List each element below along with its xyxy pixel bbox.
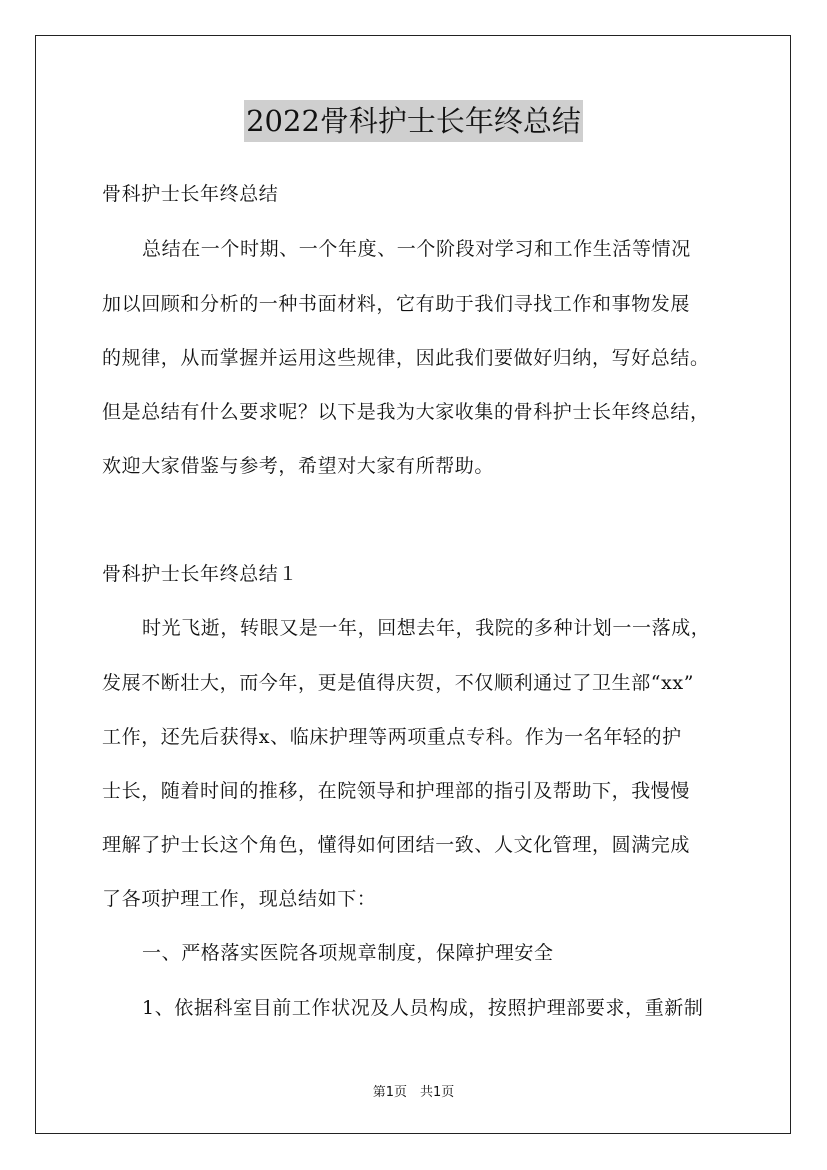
heading-1: 一、严格落实医院各项规章制度，保障护理安全 [142,942,554,964]
page-footer: 第1页 共1页 [372,1085,455,1100]
body-line-2: 发展不断壮大，而今年，更是值得庆贺，不仅顺利通过了卫生部“xx” [102,672,695,694]
body-line-5: 理解了护士长这个角色，懂得如何团结一致、人文化管理，圆满完成 [102,834,691,856]
intro-line-1: 总结在一个时期、一个年度、一个阶段对学习和工作生活等情况 [142,238,691,260]
body-line-1: 时光飞逝，转眼又是一年，回想去年，我院的多种计划一一落成， [142,617,711,639]
body-line-6: 了各项护理工作，现总结如下： [102,888,377,910]
body-line-3: 工作，还先后获得x、临床护理等两项重点专科。作为一名年轻的护 [102,726,682,748]
subtitle: 骨科护士长年终总结 [102,183,279,205]
intro-line-3: 的规律，从而掌握并运用这些规律，因此我们要做好归纳，写好总结。 [102,347,710,369]
intro-line-5: 欢迎大家借鉴与参考，希望对大家有所帮助。 [102,455,495,477]
body-line-4: 士长，随着时间的推移，在院领导和护理部的指引及帮助下，我慢慢 [102,780,691,802]
document-title: 2022骨科护士长年终总结 [244,100,583,142]
intro-line-2: 加以回顾和分析的一种书面材料，它有助于我们寻找工作和事物发展 [102,293,691,315]
section-title: 骨科护士长年终总结１ [102,563,299,585]
item-1: 1、依据科室目前工作状况及人员构成，按照护理部要求，重新制 [142,997,704,1019]
intro-line-4: 但是总结有什么要求呢？以下是我为大家收集的骨科护士长年终总结， [102,401,710,423]
title-container [0,100,827,142]
